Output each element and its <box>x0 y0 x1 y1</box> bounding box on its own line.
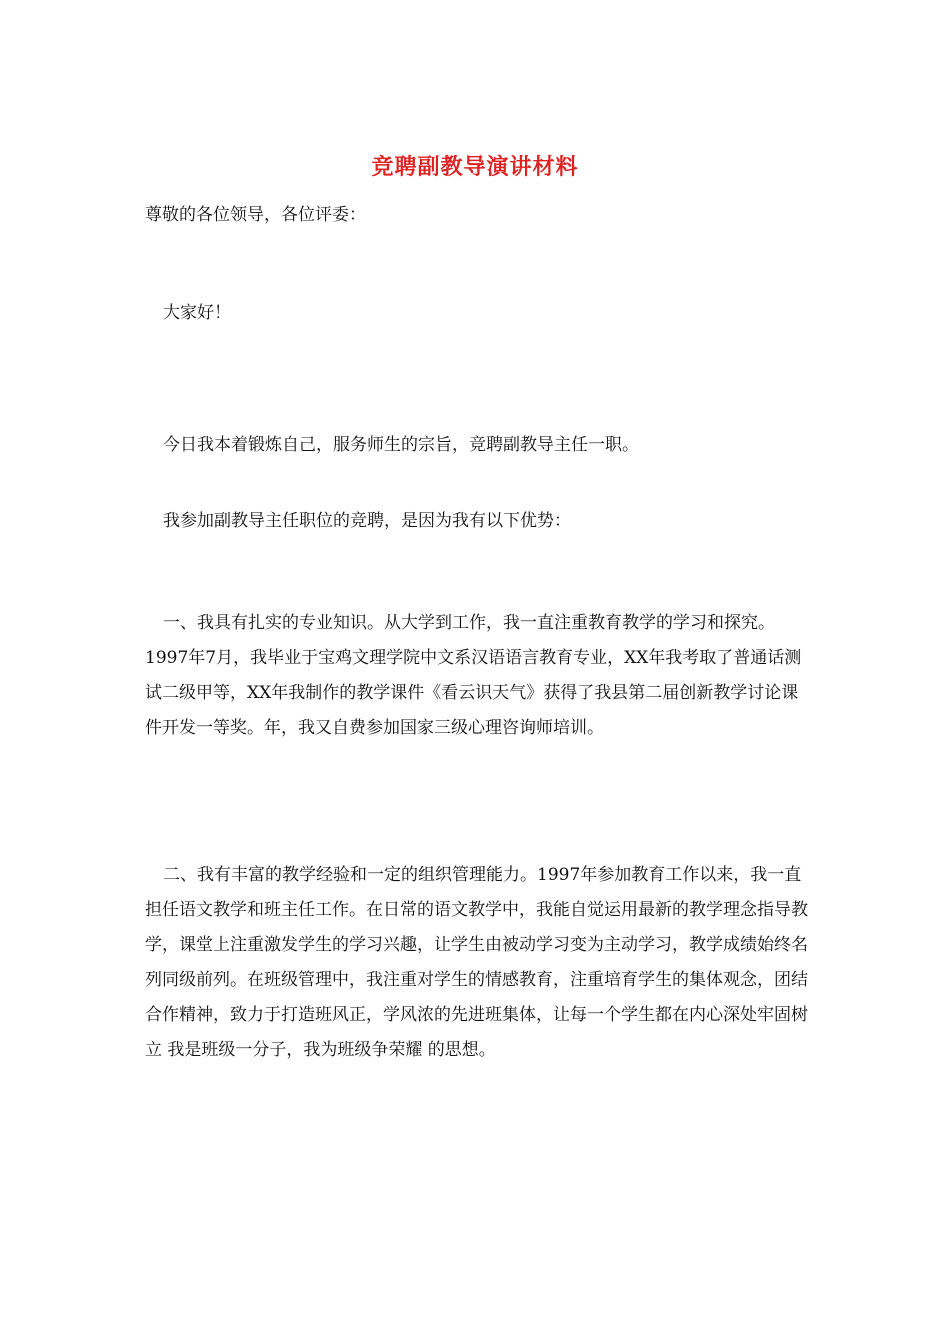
document-title: 竞聘副教导演讲材料 <box>371 154 579 180</box>
greeting: 大家好！ <box>163 303 231 323</box>
point-two-paragraph: 二、我有丰富的教学经验和一定的组织管理能力。1997年参加教育工作以来，我一直担任语文教学和班主任工作。在日常的语文教学中，我能自觉运用最新的教学理念指导教学，课堂上注重激发学生的学习兴趣，让学生由被动学习变为主动学习，教学成绩始终名列同级前列。在班级管理中，我注重对学生的情感教育，注重培育学生的集体观念，团结合作精神，致力于打造班风正，学风浓的先进班集体，让每一个学生都在内心深处牢固树立 我是班级一分子，我为班级争荣耀 的思想。 <box>145 865 808 1060</box>
point-one-paragraph: 一、我具有扎实的专业知识。从大学到工作，我一直注重教育教学的学习和探究。1997年7月，我毕业于宝鸡文理学院中文系汉语语言教育专业，XX年我考取了普通话测试二级甲等，XX年我制作的教学课件《看云识天气》获得了我县第二届创新教学讨论课件开发一等奖。年，我又自费参加国家三级心理咨询师培训。 <box>145 613 802 738</box>
reason-paragraph: 我参加副教导主任职位的竞聘，是因为我有以下优势： <box>163 511 571 531</box>
intro-paragraph: 今日我本着锻炼自己，服务师生的宗旨，竞聘副教导主任一职。 <box>163 435 639 455</box>
salutation: 尊敬的各位领导，各位评委： <box>145 205 366 225</box>
